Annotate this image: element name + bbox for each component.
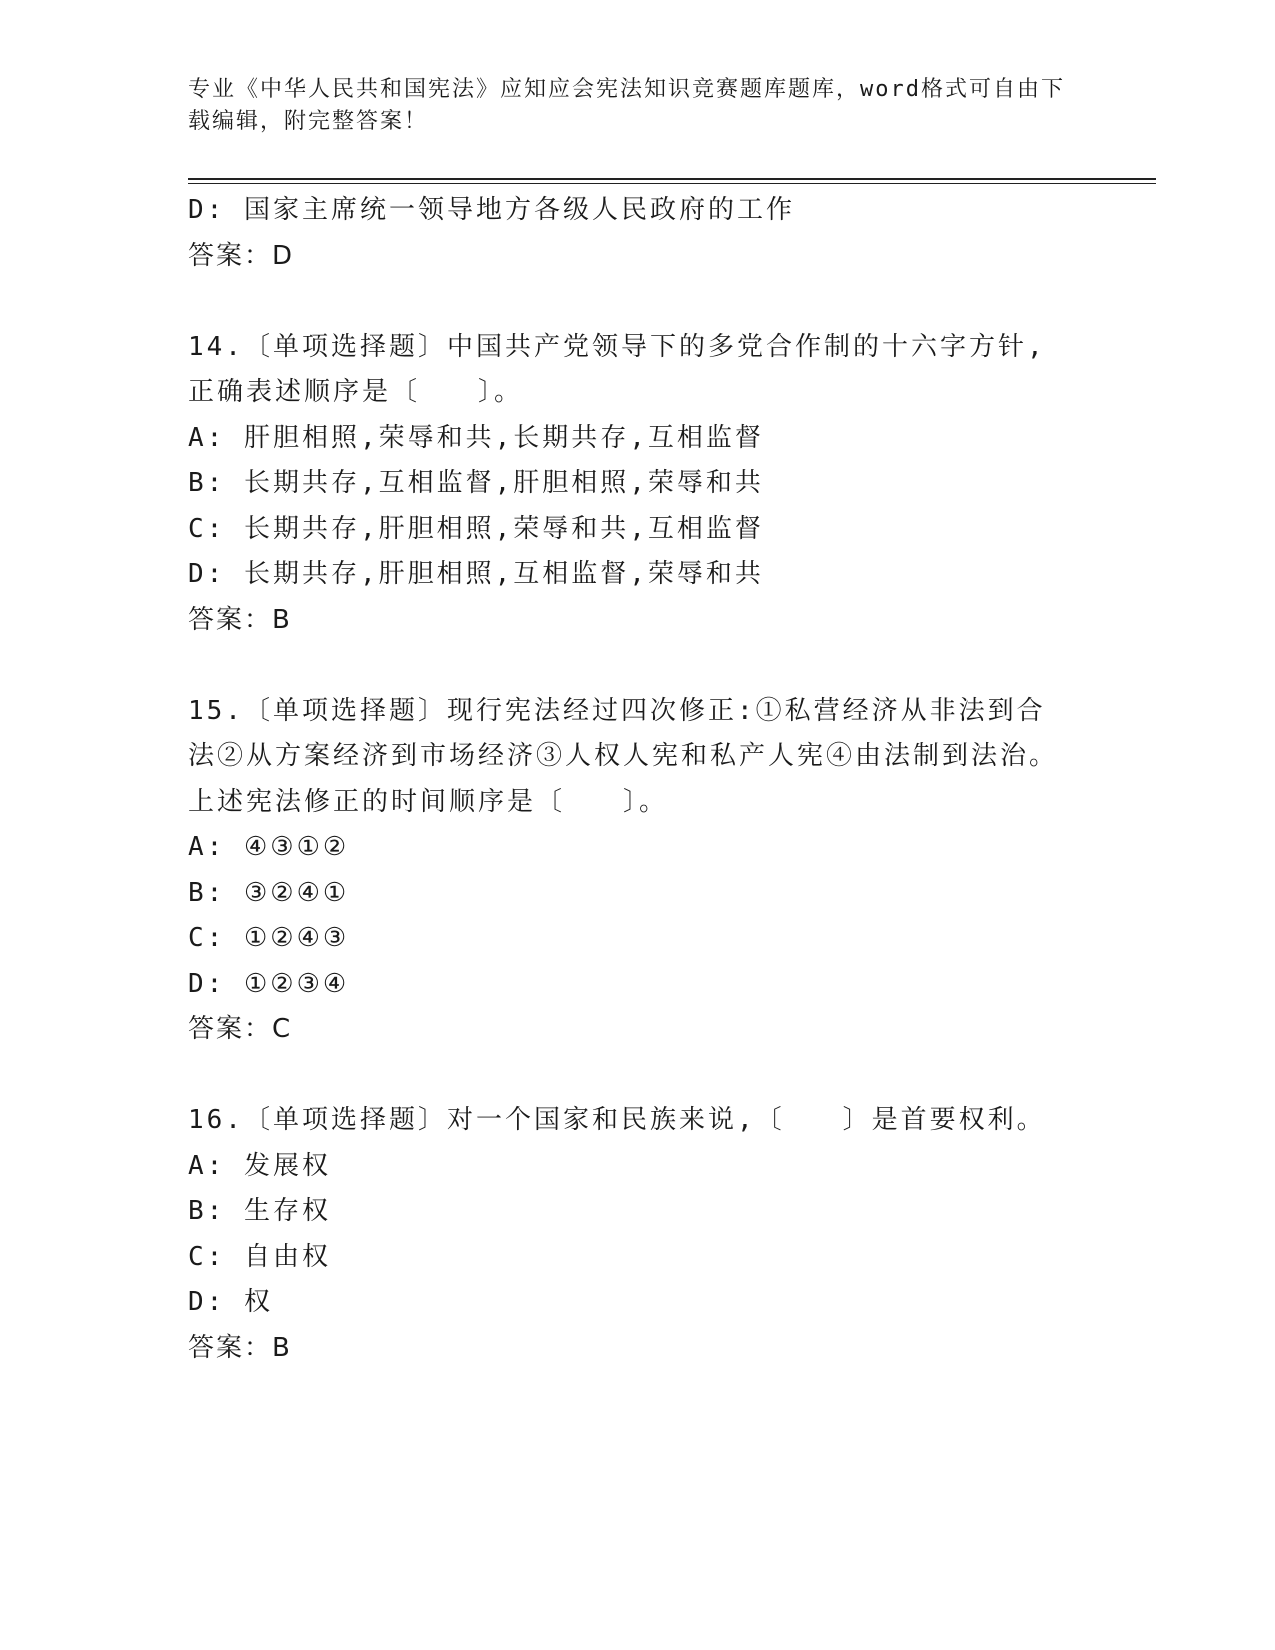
question-16 — [188, 1098, 1068, 1371]
question-stem: 14.〔单项选择题〕中国共产党领导下的多党合作制的十六字方针,正确表述顺序是〔 〕。 — [188, 331, 1046, 407]
option-c: C: 自由权 — [188, 1241, 331, 1272]
spacer — [188, 643, 1068, 689]
question-stem: 16.〔单项选择题〕对一个国家和民族来说,〔 〕是首要权利。 — [188, 1105, 1046, 1135]
option-a: A: ④③①② — [188, 832, 350, 862]
previous-question-tail — [188, 188, 1068, 279]
document-header: 专业《中华人民共和国宪法》应知应会宪法知识竞赛题库题库，word格式可自由下载编辑，附完整答案！ — [188, 77, 1065, 134]
answer-line: 答案：B — [188, 604, 292, 635]
question-15 — [188, 689, 1068, 1053]
answer-line: 答案：D — [188, 240, 295, 271]
option-b: B: 长期共存,互相监督,肝胆相照,荣辱和共 — [188, 468, 764, 498]
spacer — [188, 1053, 1068, 1099]
header-rule-thick — [188, 178, 1156, 180]
question-14 — [188, 325, 1068, 644]
option-a: A: 肝胆相照,荣辱和共,长期共存,互相监督 — [188, 422, 764, 453]
answer-line: 答案：C — [188, 1014, 293, 1044]
option-c: C: ①②④③ — [188, 923, 350, 953]
option-b: B: ③②④① — [188, 877, 350, 908]
option-d: D: 权 — [188, 1287, 273, 1317]
option-c: C: 长期共存,肝胆相照,荣辱和共,互相监督 — [188, 513, 764, 544]
option-a: A: 发展权 — [188, 1150, 331, 1181]
option-b: B: 生存权 — [188, 1196, 331, 1226]
option-d: D: 长期共存,肝胆相照,互相监督,荣辱和共 — [188, 559, 764, 589]
question-stem: 15.〔单项选择题〕现行宪法经过四次修正:①私营经济从非法到合法②从方案经济到市场经济③人权人宪和私产人宪④由法制到法治。上述宪法修正的时间顺序是〔 〕。 — [188, 695, 1059, 817]
option-d: D: 国家主席统一领导地方各级人民政府的工作 — [188, 195, 795, 225]
option-d: D: ①②③④ — [188, 968, 350, 999]
answer-line: 答案：B — [188, 1332, 292, 1363]
header-rule-thin — [188, 183, 1156, 184]
question-list — [188, 188, 1068, 1371]
spacer — [188, 279, 1068, 325]
